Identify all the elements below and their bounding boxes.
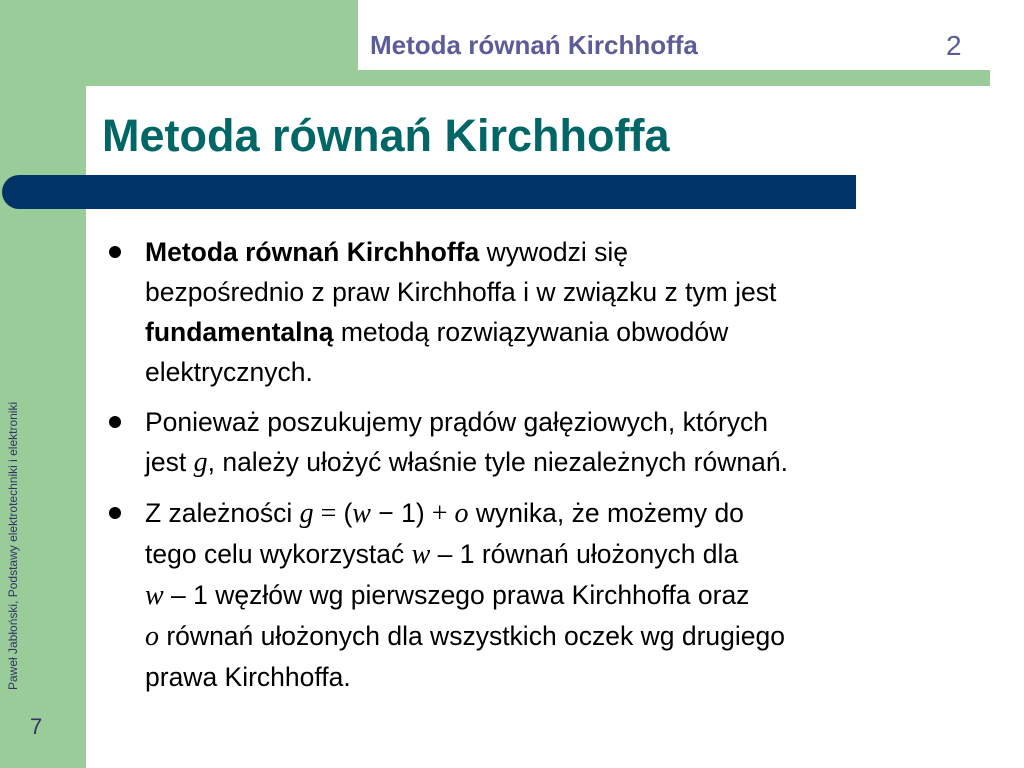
- math-variable: w: [145, 580, 164, 611]
- math-variable: o: [145, 621, 159, 652]
- bullet-dot-icon: [109, 507, 121, 519]
- bullet-text: równań ułożonych dla wszystkich oczek wg drugiego: [159, 621, 786, 651]
- header-page-number: 2: [946, 30, 962, 61]
- bullet-list: [100, 232, 990, 707]
- side-caption: Paweł Jabłoński, Podstawy elektrotechniki i elektroniki: [6, 401, 20, 690]
- bullet-text: jest: [145, 447, 194, 477]
- bullet-text: elektrycznych.: [145, 357, 313, 387]
- top-green-band: [0, 0, 358, 86]
- math-variable: w: [352, 498, 371, 529]
- bullet-text: , należy ułożyć właśnie tyle niezależnych równań.: [207, 447, 788, 477]
- math-operator: =: [313, 498, 344, 529]
- math-text: − 1): [370, 498, 425, 528]
- slide-number: 7: [30, 714, 43, 739]
- bullet-item: [100, 493, 990, 697]
- bullet-dot-icon: [109, 246, 121, 258]
- math-variable: g: [299, 498, 314, 529]
- bullet-text: metodą rozwiązywania obwodów: [333, 317, 729, 347]
- title-bar: [2, 175, 856, 209]
- math-operator: +: [424, 498, 455, 529]
- bold-term: Metoda równań Kirchhoffa: [145, 237, 480, 267]
- bullet-text: wynika, że możemy do: [468, 498, 744, 528]
- math-paren: (: [343, 498, 353, 528]
- bullet-text: bezpośrednio z praw Kirchhoffa i w związku z tym jest: [145, 277, 777, 307]
- bullet-item: [100, 402, 990, 483]
- bullet-text: – 1 równań ułożonych dla: [430, 539, 739, 569]
- math-variable: w: [411, 539, 431, 570]
- header-underline: [358, 70, 990, 86]
- bullet-text: Ponieważ poszukujemy prądów gałęziowych, których: [145, 407, 769, 437]
- bullet-item: [100, 232, 990, 392]
- header-title: Metoda równań Kirchhoffa: [370, 30, 698, 60]
- bullet-dot-icon: [109, 416, 121, 428]
- bullet-text: wywodzi się: [479, 237, 628, 267]
- bullet-text: Z zależności: [145, 498, 300, 528]
- math-variable: g: [193, 447, 208, 478]
- bold-term: fundamentalną: [145, 317, 334, 347]
- bullet-text: – 1 węzłów wg pierwszego prawa Kirchhoffa oraz: [163, 580, 750, 610]
- math-variable: o: [454, 498, 469, 529]
- bullet-text: tego celu wykorzystać: [145, 539, 412, 569]
- bullet-text: prawa Kirchhoffa.: [145, 662, 351, 692]
- slide-title: Metoda równań Kirchhoffa: [102, 110, 670, 161]
